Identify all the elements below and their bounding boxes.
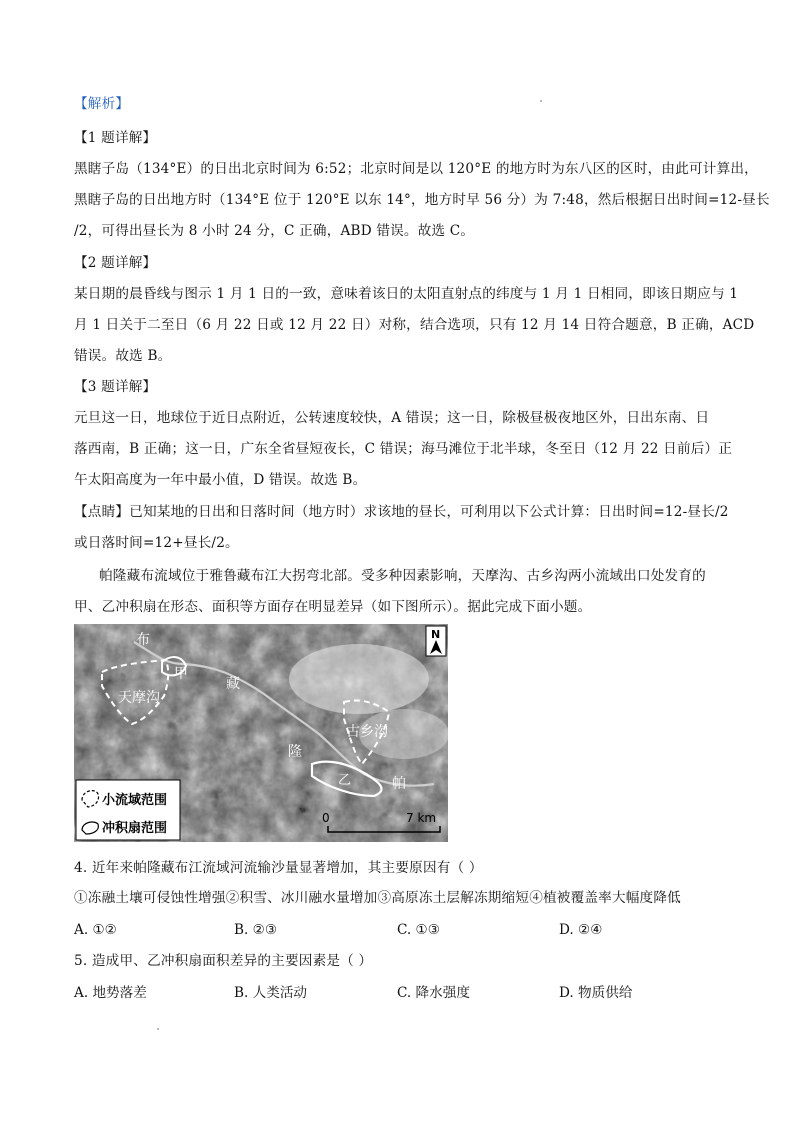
tip-label: 【点睛】 <box>74 504 130 520</box>
tip-paragraph <box>74 502 729 522</box>
q4-option-b[interactable]: B. ②③ <box>234 922 278 938</box>
label-guxianggou: 古乡沟 <box>346 724 388 740</box>
legend-fan-label: 冲积扇范围 <box>102 821 168 836</box>
q5-option-a[interactable]: A. 地势落差 <box>74 985 147 1001</box>
q3-line-2: 落西南，B 正确；这一日，广东全省昼短夜长，C 错误；海马滩位于北半球，冬至日（12 月 22 日前后）正 <box>74 441 733 457</box>
q5-option-b[interactable]: B. 人类活动 <box>234 985 308 1001</box>
north-arrow-icon <box>426 626 446 656</box>
q4-stem: 4. 近年来帕隆藏布江流域河流输沙量显著增加，其主要原因有（ ） <box>74 860 483 876</box>
label-yi: 乙 <box>338 773 352 788</box>
q3-line-1: 元旦这一日，地球位于近日点附近，公转速度较快，A 错误；这一日，除极昼极夜地区外，日出东南、日 <box>74 410 710 426</box>
scale-dist: 7 km <box>406 811 437 825</box>
q1-line-2: 黑瞎子岛的日出地方时（134°E 位于 120°E 以东 14°，地方时早 56 分）为 7:48，然后根据日出时间=12-昼长 <box>74 192 770 208</box>
q2-heading: 【2 题详解】 <box>74 255 157 271</box>
scan-speck-2 <box>157 1028 159 1030</box>
terrain-map <box>74 624 448 842</box>
q4-option-a[interactable]: A. ①② <box>74 922 117 938</box>
label-zang: 藏 <box>226 676 240 692</box>
q5-option-c[interactable]: C. 降水强度 <box>397 985 470 1001</box>
q1-line-1: 黑瞎子岛（134°E）的日出北京时间为 6:52；北京时间是以 120°E 的地方时为东八区的区时，由此可计算出， <box>74 161 758 177</box>
q5-option-d[interactable]: D. 物质供给 <box>559 985 633 1001</box>
q4-option-d[interactable]: D. ②④ <box>559 922 603 938</box>
label-long: 隆 <box>288 744 302 760</box>
snow-area <box>289 644 429 714</box>
label-pa: 帕 <box>392 776 406 792</box>
legend-basin-label: 小流域范围 <box>102 793 168 808</box>
scan-speck <box>540 100 542 102</box>
label-bu: 布 <box>136 632 150 648</box>
north-label: N <box>431 628 441 641</box>
q4-option-c[interactable]: C. ①③ <box>397 922 440 938</box>
analysis-label: 【解析】 <box>74 96 130 112</box>
scale-zero: 0 <box>322 811 330 825</box>
q1-line-3: /2，可得出昼长为 8 小时 24 分，C 正确，ABD 错误。故选 C。 <box>74 223 475 239</box>
q1-heading: 【1 题详解】 <box>74 130 157 146</box>
q2-line-1: 某日期的晨昏线与图示 1 月 1 日的一致，意味着该日的太阳直射点的纬度与 1 月 1 日相同，即该日期应与 1 <box>74 286 739 302</box>
intro-line-1: 帕隆藏布流域位于雅鲁藏布江大拐弯北部。受多种因素影响，天摩沟、古乡沟两小流域出口处发育的 <box>99 568 706 584</box>
map-legend <box>76 780 180 840</box>
q3-line-3: 午太阳高度为一年中最小值，D 错误。故选 B。 <box>74 472 367 488</box>
q2-line-2: 月 1 日关于二至日（6 月 22 日或 12 月 22 日）对称，结合选项，只有 12 月 14 日符合题意，B 正确，ACD <box>74 317 755 333</box>
tip-line-1: 已知某地的日出和日落时间（地方时）求该地的昼长，可利用以下公式计算：日出时间=12-昼长/2 <box>129 504 729 520</box>
tip-line-2: 或日落时间=12+昼长/2。 <box>74 535 239 551</box>
q5-stem: 5. 造成甲、乙冲积扇面积差异的主要因素是（ ） <box>74 953 373 969</box>
q4-statements: ①冻融土壤可侵蚀性增强②积雪、冰川融水量增加③高原冻土层解冻期缩短④植被覆盖率大幅度降低 <box>74 890 681 906</box>
label-jia: 甲 <box>174 666 188 682</box>
label-tianmogou: 天摩沟 <box>118 690 160 706</box>
q3-heading: 【3 题详解】 <box>74 379 157 395</box>
q2-line-3: 错误。故选 B。 <box>74 348 172 364</box>
intro-line-2: 甲、乙冲积扇在形态、面积等方面存在明显差异（如下图所示）。据此完成下面小题。 <box>74 599 592 615</box>
